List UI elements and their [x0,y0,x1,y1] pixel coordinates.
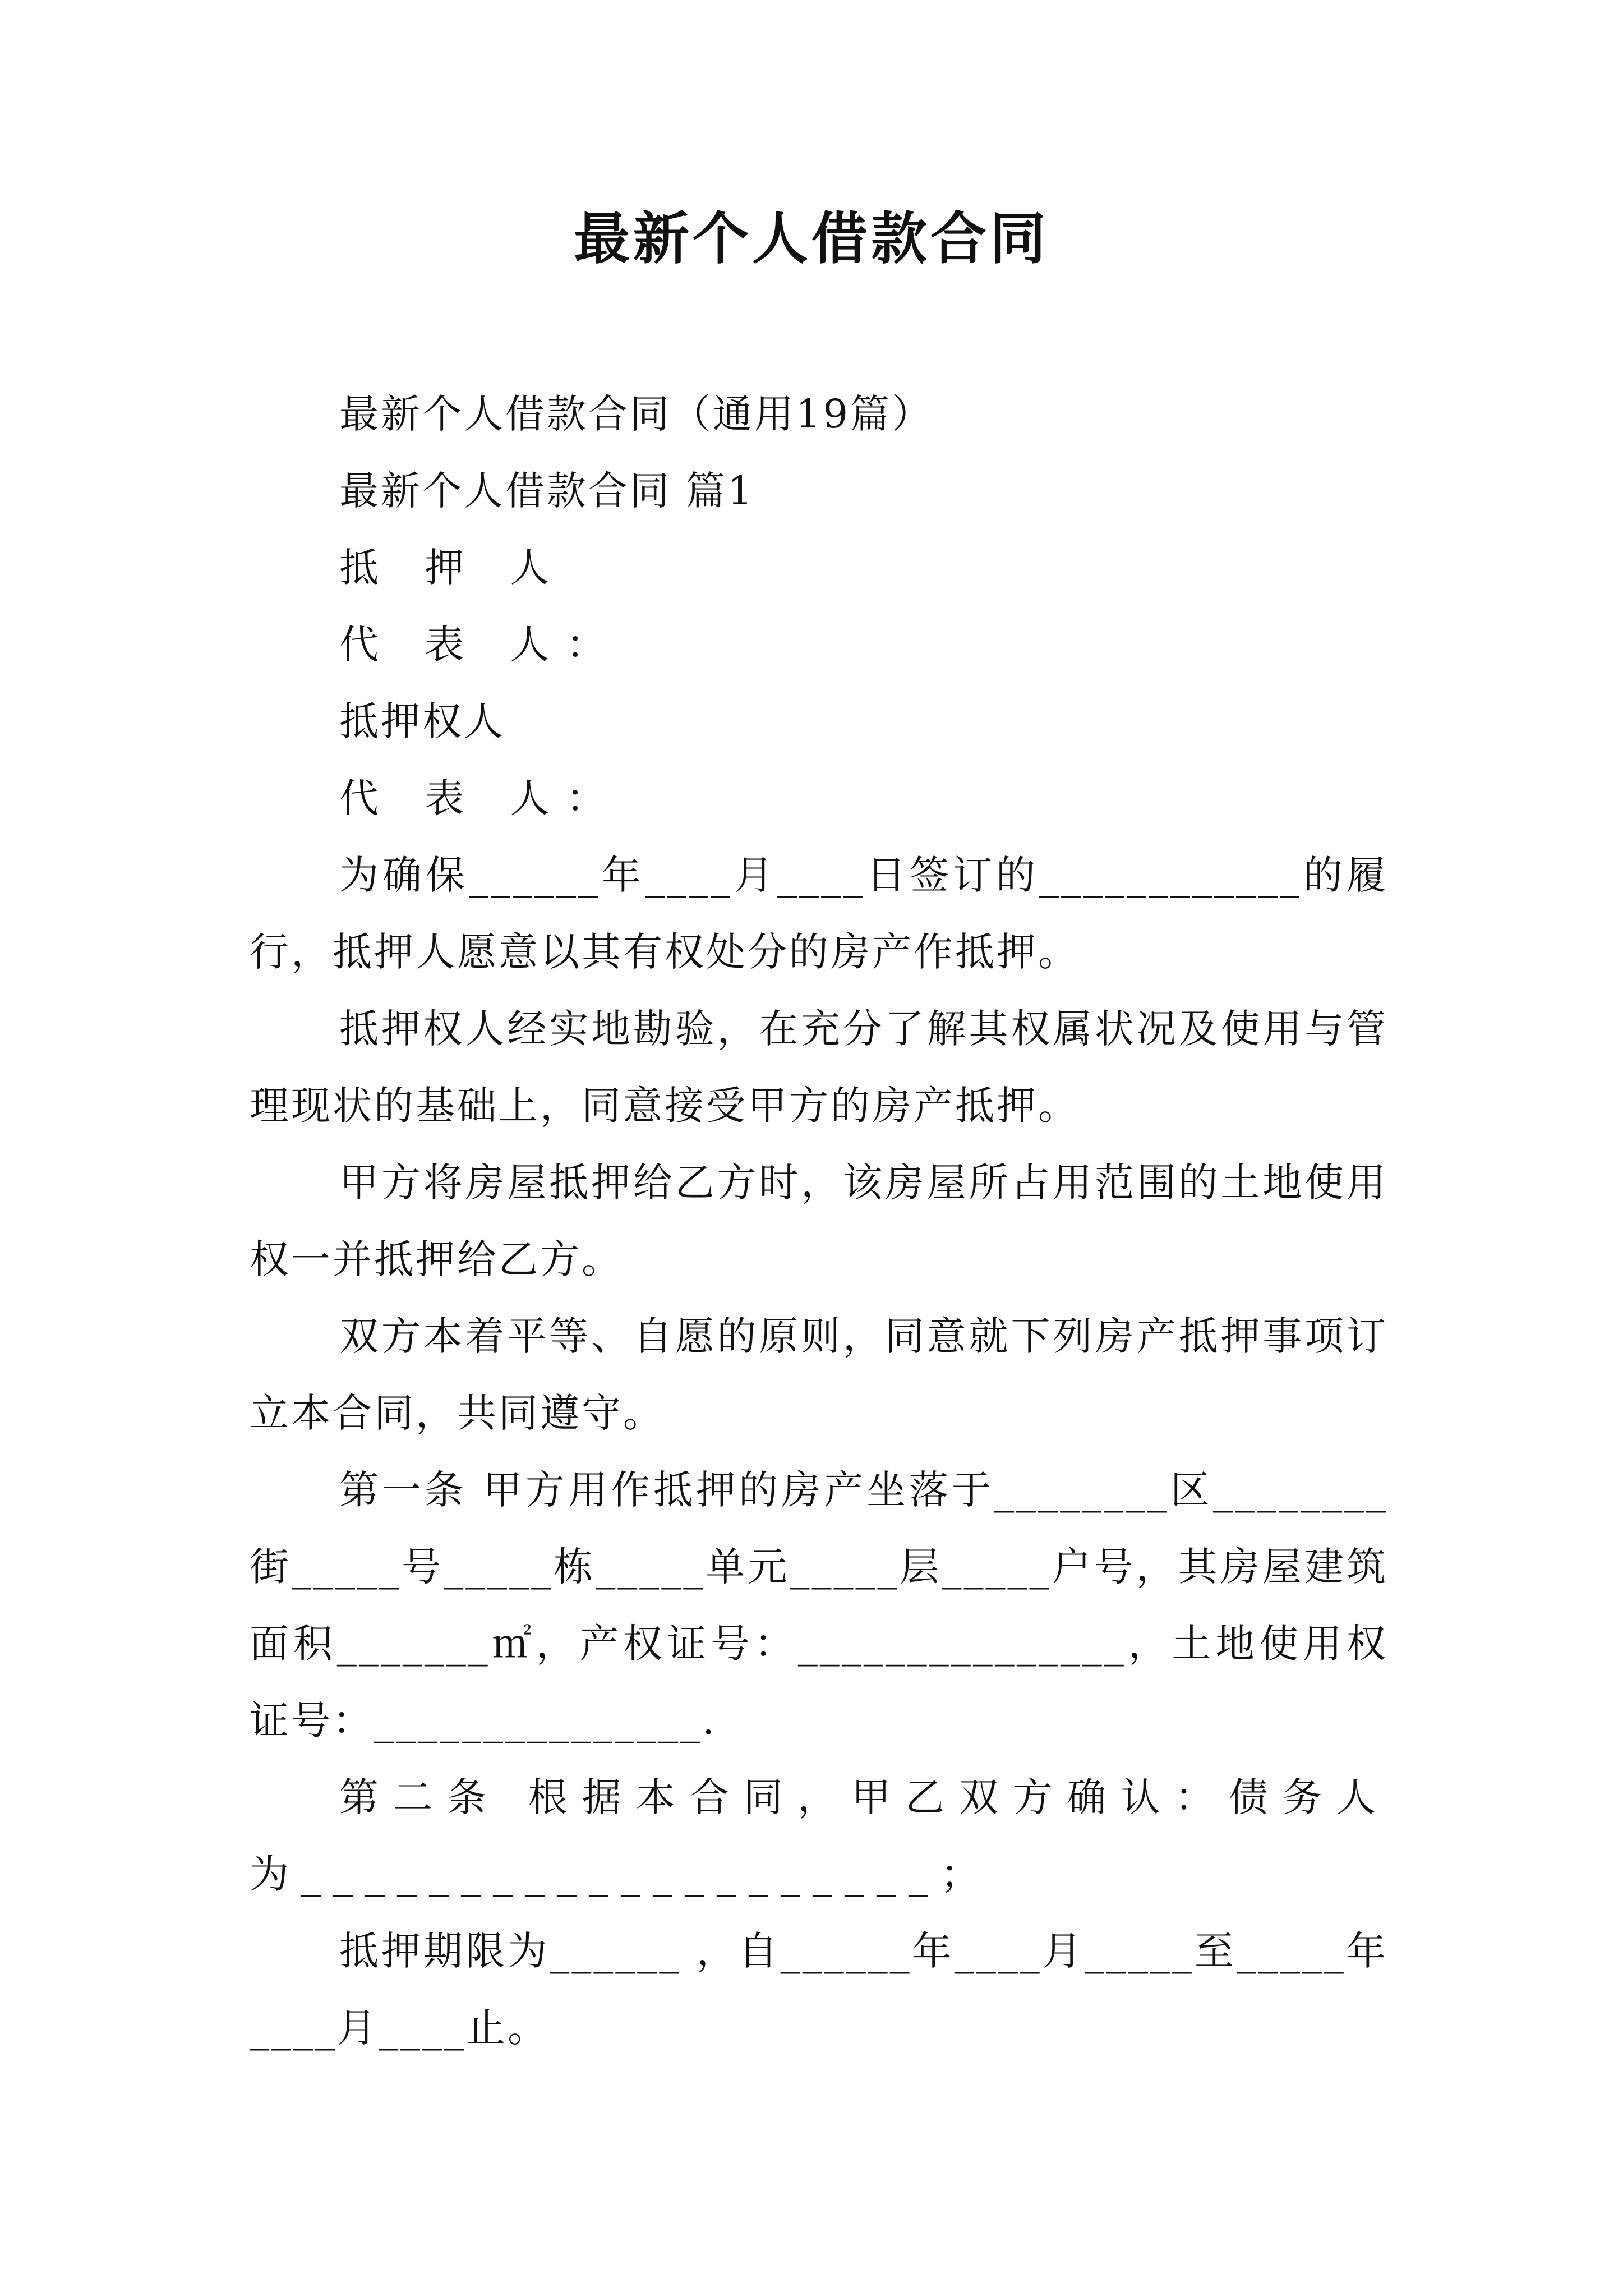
article-two: 第二条 根据本合同，甲乙双方确认：债务人为____________________； [250,1774,1388,1897]
paragraph-inspection: 抵押权人经实地勘验，在充分了解其权属状况及使用与管理现状的基础上，同意接受甲方的房产抵押。 [250,1006,1388,1129]
document-body [250,376,1388,2067]
mortgagee-representative-label: 代 表 人： [339,775,623,821]
subtitle-paragraph: 最新个人借款合同（通用19篇） [339,391,934,437]
section-heading: 最新个人借款合同 篇1 [339,468,755,514]
document-title: 最新个人借款合同 [574,205,1049,272]
mortgagee-label: 抵押权人 [339,698,505,744]
paragraph-purpose: 为确保______年____月____日签订的____________的履行，抵押人愿意以其有权处分的房产作抵押。 [250,852,1388,975]
paragraph-principle: 双方本着平等、自愿的原则，同意就下列房产抵押事项订立本合同，共同遵守。 [250,1313,1388,1436]
paragraph-land-use: 甲方将房屋抵押给乙方时，该房屋所占用范围的土地使用权一并抵押给乙方。 [250,1159,1388,1282]
mortgagor-label: 抵 押 人 [339,545,566,591]
paragraph-mortgage-period: 抵押期限为______ ，自______年____月_____至_____年____月____止。 [250,1928,1388,2051]
article-one: 第一条 甲方用作抵押的房产坐落于________区________街_____号_____栋_____单元_____层_____户号，其房屋建筑面积_______㎡，产权证号：_______________，土地使用权证号：_______________. [250,1467,1388,1743]
mortgagor-representative-label: 代 表 人： [339,622,623,668]
